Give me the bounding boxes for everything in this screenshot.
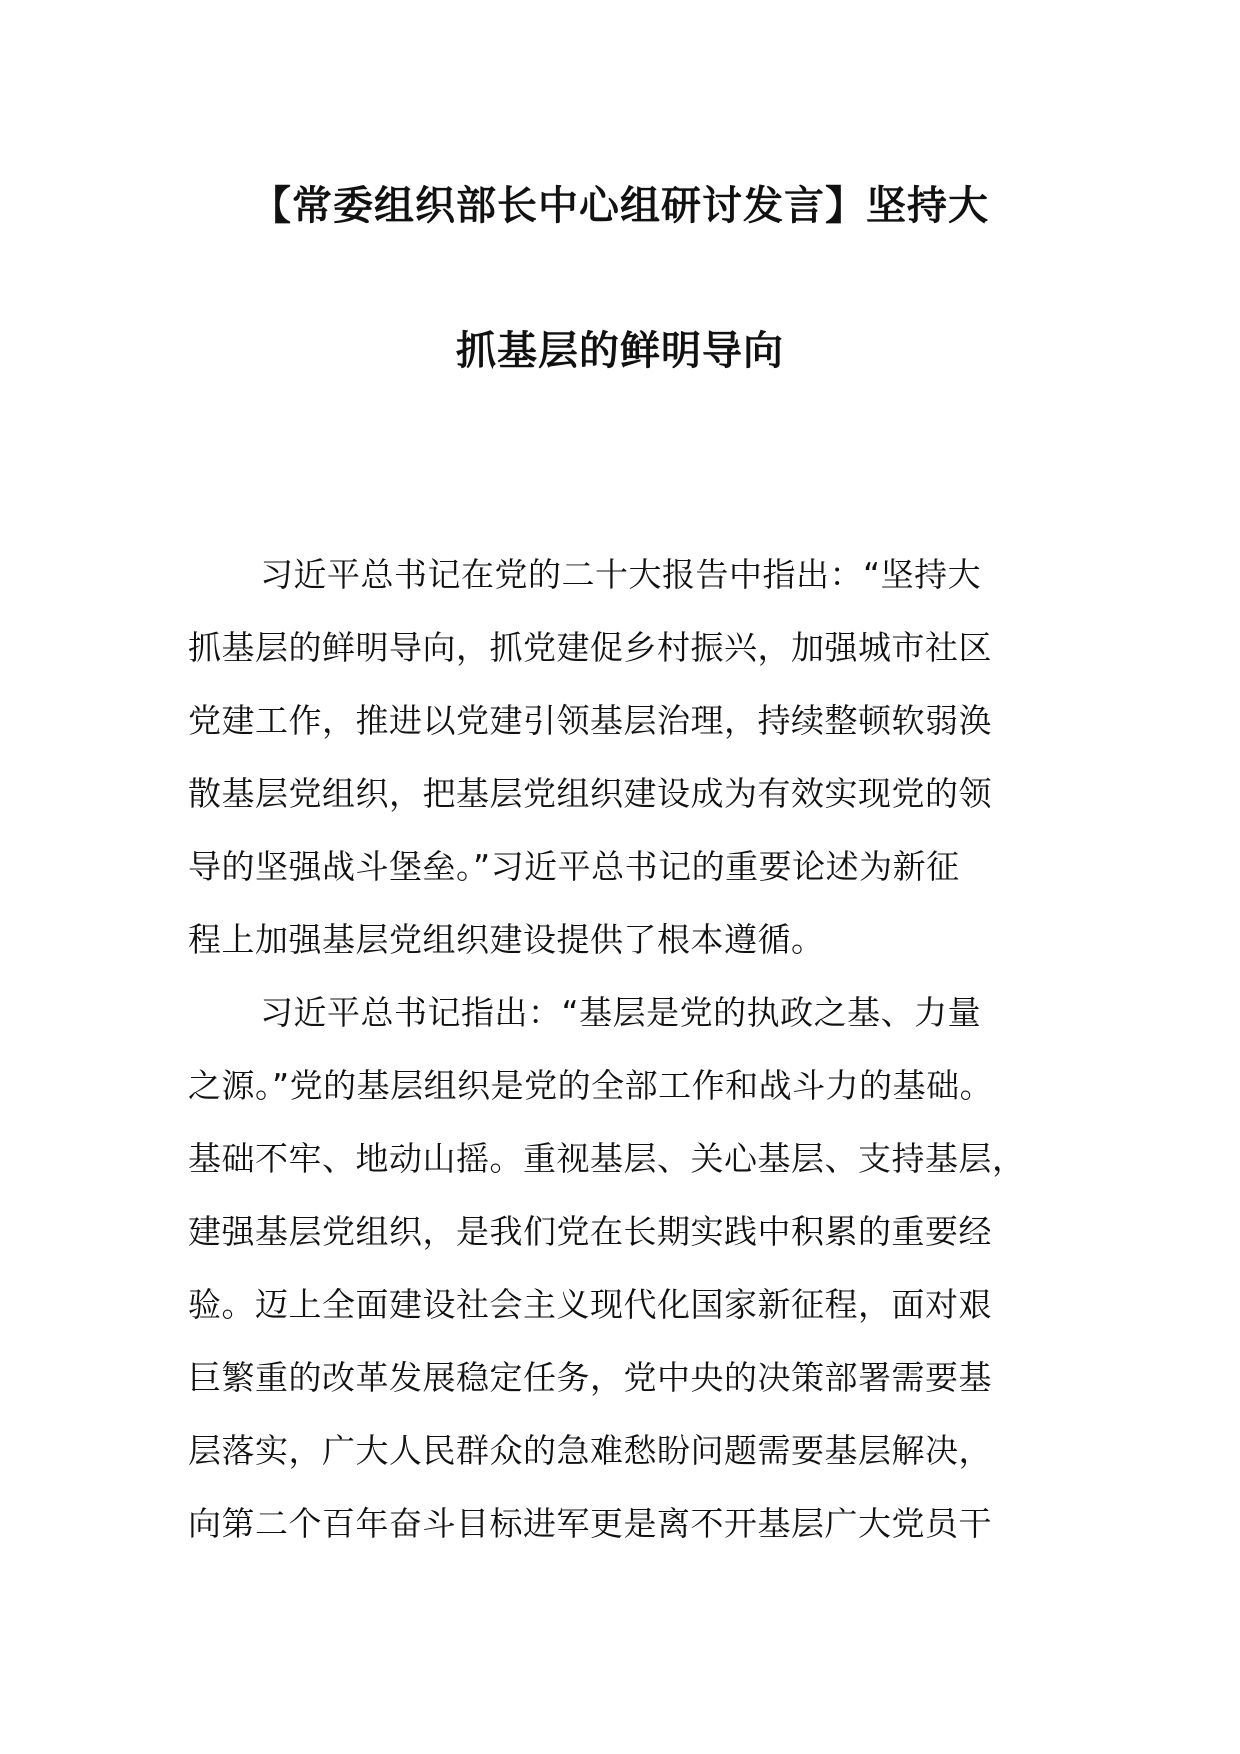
paragraph-line: 层落实，广大人民群众的急难愁盼问题需要基层解决， (188, 1431, 992, 1470)
paragraph-2 (188, 976, 1088, 1560)
document-title (150, 180, 1090, 377)
paragraph-line: 之源。”党的基层组织是党的全部工作和战斗力的基础。 (188, 1066, 994, 1105)
document-body (188, 538, 1088, 1560)
paragraph-1 (188, 538, 1088, 976)
title-line-2: 抓基层的鲜明导向 (456, 328, 784, 374)
paragraph-line: 程上加强基层党组织建设提供了根本遵循。 (188, 920, 825, 959)
paragraph-line: 导的坚强战斗堡垒。”习近平总书记的重要论述为新征 (188, 847, 960, 886)
paragraph-line: 巨繁重的改革发展稳定任务，党中央的决策部署需要基 (188, 1358, 992, 1397)
paragraph-line: 基础不牢、地动山摇。重视基层、关心基层、支持基层， (188, 1139, 1026, 1178)
title-line-1: 【常委组织部长中心组研讨发言】坚持大 (251, 183, 989, 229)
paragraph-line: 习近平总书记指出：“基层是党的执政之基、力量 (260, 993, 982, 1032)
paragraph-line: 验。迈上全面建设社会主义现代化国家新征程，面对艰 (188, 1285, 992, 1324)
paragraph-line: 习近平总书记在党的二十大报告中指出：“坚持大 (260, 555, 982, 594)
paragraph-line: 党建工作，推进以党建引领基层治理，持续整顿软弱涣 (188, 701, 992, 740)
paragraph-line: 散基层党组织，把基层党组织建设成为有效实现党的领 (188, 774, 992, 813)
paragraph-line: 抓基层的鲜明导向，抓党建促乡村振兴，加强城市社区 (188, 628, 992, 667)
paragraph-line: 建强基层党组织，是我们党在长期实践中积累的重要经 (188, 1212, 992, 1251)
paragraph-line: 向第二个百年奋斗目标进军更是离不开基层广大党员干 (188, 1504, 992, 1543)
